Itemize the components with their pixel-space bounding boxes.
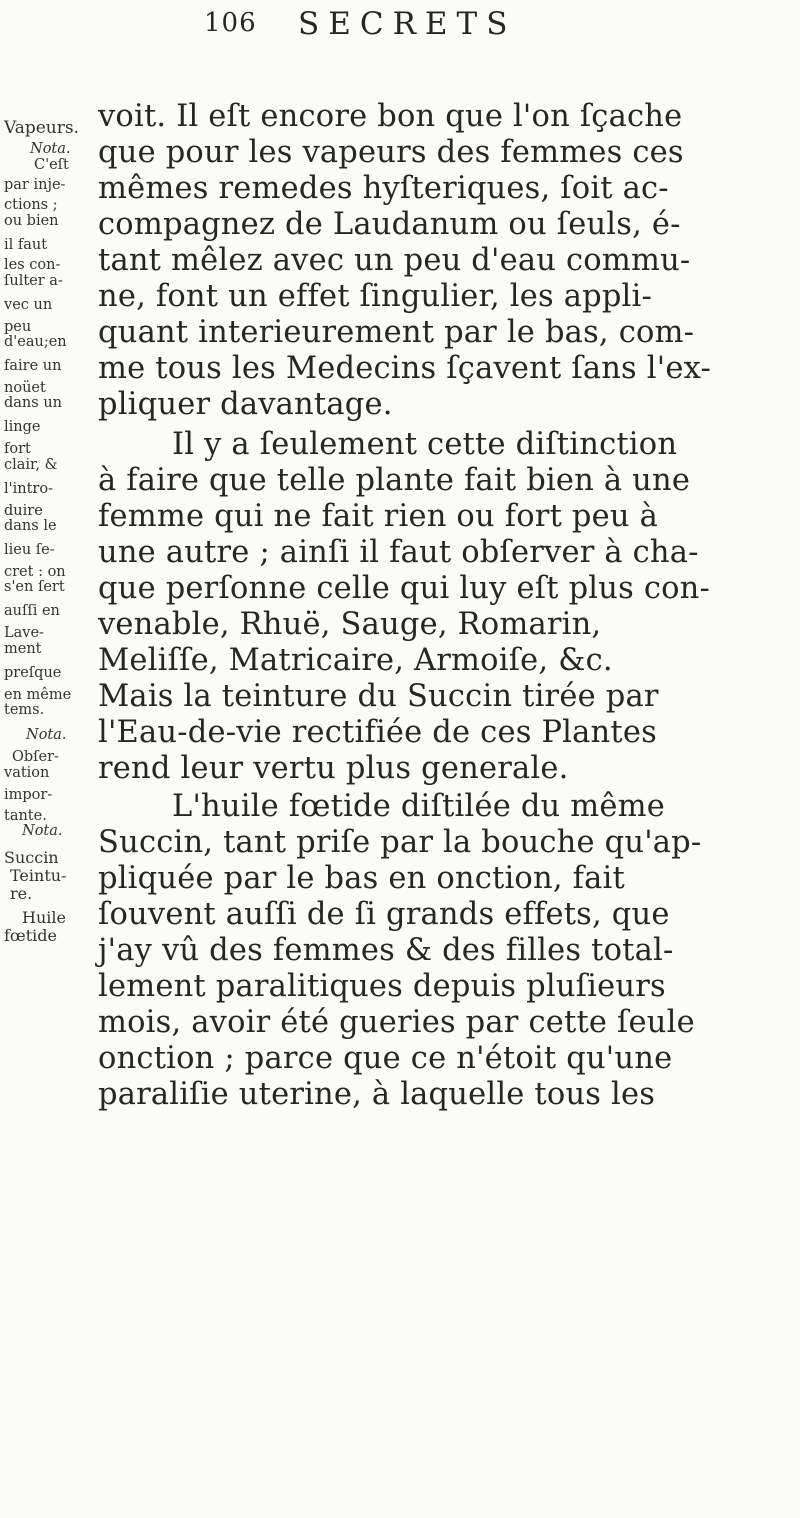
margin-note: Nota. (30, 141, 71, 157)
margin-note: duire (4, 503, 43, 519)
margin-note: ctions ; (4, 197, 58, 213)
margin-note: noüet (4, 380, 46, 396)
margin-note: les con- (4, 257, 61, 273)
running-title: SECRETS (298, 6, 517, 42)
margin-note: s'en ſert (4, 579, 65, 595)
margin-note: Obſer- (12, 749, 59, 765)
text-line: pliquée par le bas en onction, fait (98, 861, 625, 896)
page-header (190, 8, 790, 48)
text-line: quant interieurement par le bas, com- (98, 315, 695, 350)
margin-note: dans le (4, 518, 57, 534)
margin-note: auſſi en (4, 603, 60, 619)
margin-note: dans un (4, 395, 62, 411)
margin-note: par inje- (4, 177, 66, 193)
text-line: venable, Rhuë, Sauge, Romarin, (98, 607, 602, 642)
margin-note: impor- (4, 787, 53, 803)
margin-note: vec un (4, 297, 53, 313)
margin-note: vation (4, 765, 50, 781)
margin-note: Succin (4, 848, 59, 867)
margin-note: clair, & (4, 457, 58, 473)
margin-note: re. (10, 884, 33, 903)
margin-note: cret : on (4, 564, 66, 580)
page-number: 106 (204, 8, 257, 38)
margin-note: fort (4, 441, 31, 457)
margin-note: d'eau;en (4, 334, 67, 350)
margin-note: Nota. (22, 823, 63, 839)
text-line: Succin, tant priſe par la bouche qu'ap- (98, 825, 702, 860)
text-line: rend leur vertu plus generale. (98, 751, 569, 786)
margin-note: lieu ſe- (4, 542, 55, 558)
text-line: Mais la teinture du Succin tirée par (98, 679, 659, 714)
text-line: mêmes remedes hyſteriques, ſoit ac- (98, 171, 669, 206)
text-line: me tous les Medecins ſçavent ſans l'ex- (98, 351, 711, 386)
margin-note: en même (4, 687, 72, 703)
margin-note: fœtide (4, 926, 57, 945)
margin-note: Nota. (26, 727, 67, 743)
text-line: j'ay vû des femmes & des filles total- (98, 933, 674, 968)
text-line: que pour les vapeurs des femmes ces (98, 135, 684, 170)
text-line: voit. Il eſt encore bon que l'on ſçache (98, 99, 683, 134)
margin-note: linge (4, 419, 41, 435)
text-line: une autre ; ainſi il faut obſerver à cha- (98, 535, 699, 570)
text-line: onction ; parce que ce n'étoit qu'une (98, 1041, 673, 1076)
text-line: lement paralitiques depuis pluſieurs (98, 969, 666, 1004)
text-line: à faire que telle plante fait bien à une (98, 463, 691, 498)
margin-note: Teintu- (10, 866, 67, 885)
margin-note: Vapeurs. (4, 118, 79, 138)
text-line: ſouvent auſſi de ſi grands effets, que (98, 897, 670, 932)
text-line: paraliſie uterine, à laquelle tous les (98, 1077, 656, 1112)
margin-note: C'eſt (34, 157, 69, 173)
margin-note: tante. (4, 808, 47, 824)
text-line: tant mêlez avec un peu d'eau commu- (98, 243, 691, 278)
margin-note: ment (4, 641, 42, 657)
margin-note: tems. (4, 702, 45, 718)
margin-note: ou bien (4, 213, 59, 229)
margin-note: faire un (4, 358, 62, 374)
text-line: mois, avoir été gueries par cette ſeule (98, 1005, 695, 1040)
text-line: Meliſſe, Matricaire, Armoiſe, &c. (98, 643, 613, 678)
text-line: ne, font un effet ſingulier, les appli- (98, 279, 652, 314)
text-line: pliquer davantage. (98, 387, 393, 422)
text-line: femme qui ne fait rien ou fort peu à (98, 499, 659, 534)
margin-note: ſulter a- (4, 273, 63, 289)
margin-note: peu (4, 319, 32, 335)
margin-note: Lave- (4, 625, 44, 641)
margin-note: Huile (22, 908, 66, 927)
margin-note: l'intro- (4, 481, 53, 497)
text-line: compagnez de Laudanum ou ſeuls, é- (98, 207, 681, 242)
margin-note: il faut (4, 237, 48, 253)
text-line: que perſonne celle qui luy eſt plus con- (98, 571, 711, 606)
text-line: l'Eau-de-vie rectifiée de ces Plantes (98, 715, 657, 750)
text-line: Il y a ſeulement cette diſtinction (172, 427, 678, 462)
text-line: L'huile fœtide diſtilée du même (172, 789, 666, 824)
margin-note: preſque (4, 665, 62, 681)
